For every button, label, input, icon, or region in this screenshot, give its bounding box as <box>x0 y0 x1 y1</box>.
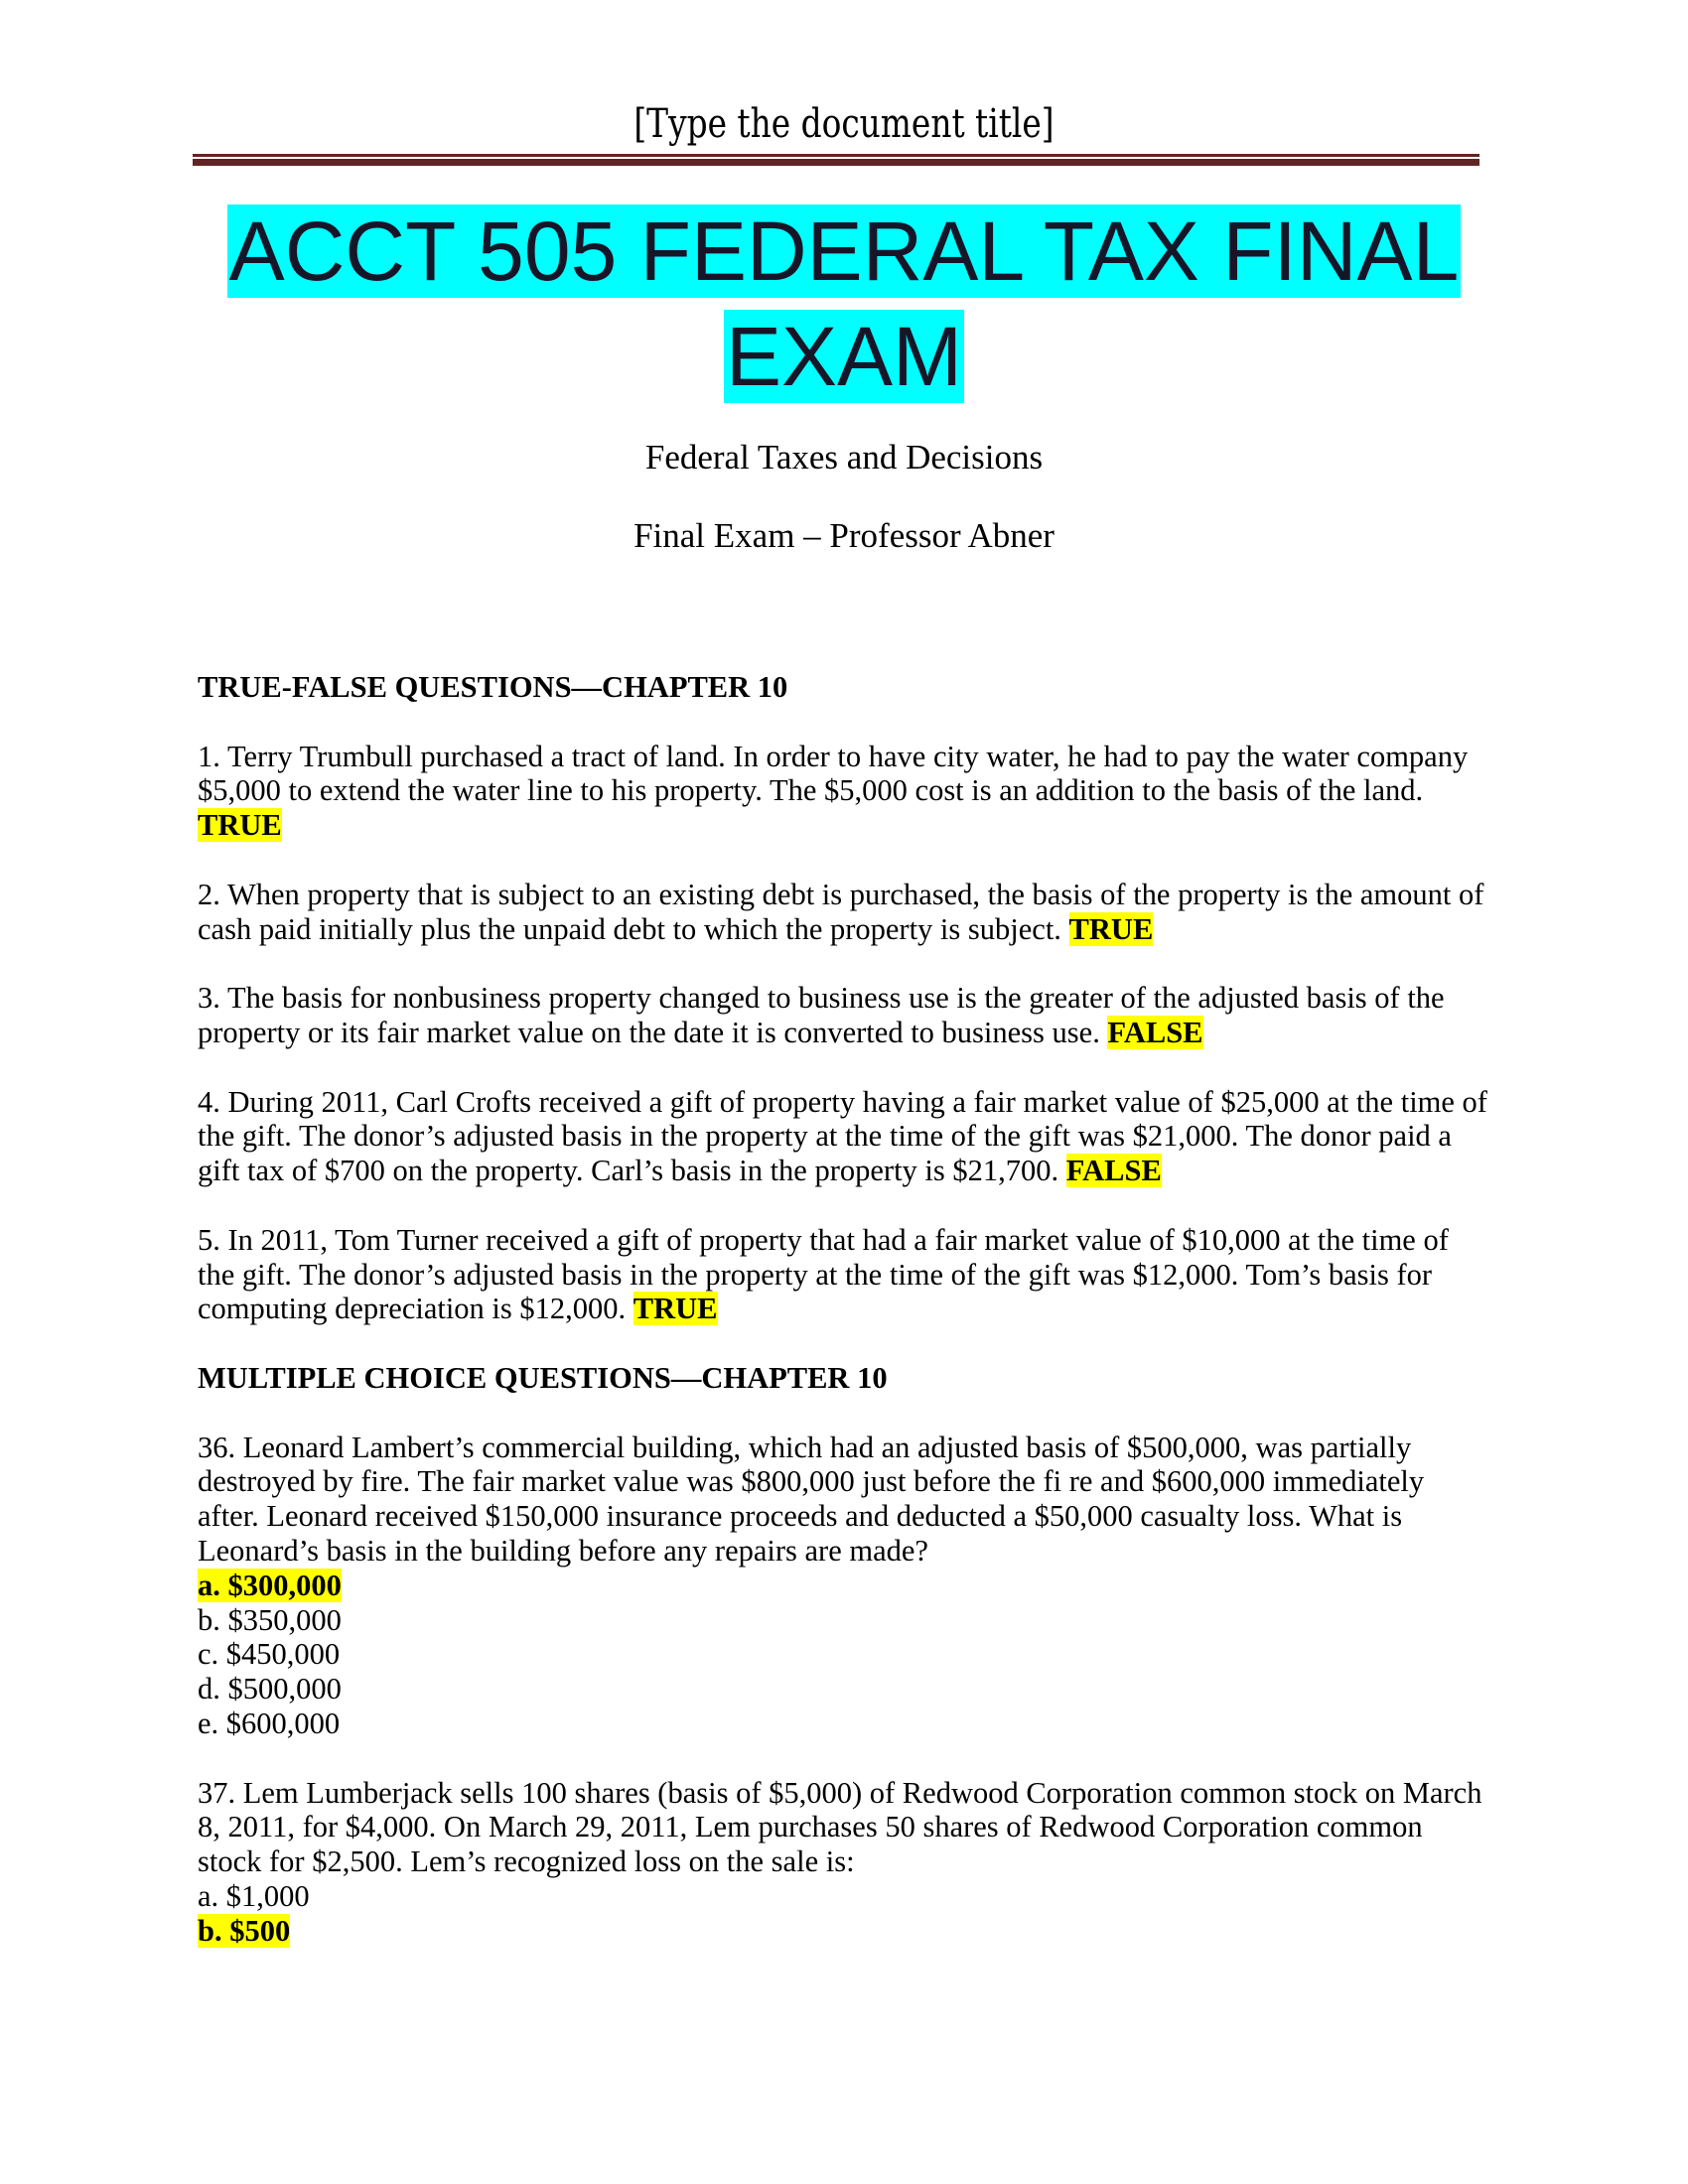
document-header-title: [Type the document title] <box>633 101 1055 147</box>
answer-option <box>198 1879 1488 1914</box>
tf-question <box>198 981 1488 1050</box>
option-text: d. $500,000 <box>198 1672 342 1706</box>
tf-question <box>198 740 1488 843</box>
question-text: 2. When property that is subject to an existing debt is purchased, the basis of the property is the amount of cash paid initially plus the unpaid debt to which the property is subject. <box>198 877 1484 946</box>
multiple-choice-questions <box>198 1431 1488 1949</box>
answer-highlight: TRUE <box>1068 911 1154 946</box>
question-text: 4. During 2011, Carl Crofts received a gift of property having a fair market value of $25,000 at the time of the gift. The donor’s adjusted basis in the property at the time of the gift was $21,000. The donor paid a gift tax of $700 on the property. Carl’s basis in the property is $21,700. <box>198 1084 1487 1188</box>
tf-question <box>198 1085 1488 1188</box>
question-text: 1. Terry Trumbull purchased a tract of land. In order to have city water, he had to pay the water company $5,000 to extend the water line to his property. The $5,000 cost is an addition to the basis of the land. <box>198 739 1469 808</box>
true-false-heading: TRUE-FALSE QUESTIONS—CHAPTER 10 <box>198 670 788 704</box>
multiple-choice-heading: MULTIPLE CHOICE QUESTIONS—CHAPTER 10 <box>198 1360 888 1395</box>
correct-answer-option: b. $500 <box>198 1913 291 1948</box>
option-text: c. $450,000 <box>198 1637 341 1672</box>
answer-option <box>198 1569 1488 1603</box>
answer-highlight: FALSE <box>1107 1015 1203 1049</box>
exam-body <box>198 670 1488 1982</box>
course-subtitle: Federal Taxes and Decisions <box>644 438 1044 477</box>
header-rule-thick <box>193 159 1479 166</box>
exam-subtitle: Final Exam – Professor Abner <box>633 516 1055 555</box>
answer-option <box>198 1603 1488 1638</box>
answer-option <box>198 1637 1488 1672</box>
question-text: 36. Leonard Lambert’s commercial building, which had an adjusted basis of $500,000, was partially destroyed by fire. The fair market value was $800,000 just before the fi re and $600,000 immediately after. Leonard received $150,000 insurance proceeds and deducted a $50,000 casualty loss. What is Leonard’s basis in the building before any repairs are made? <box>198 1430 1425 1568</box>
option-text: a. $1,000 <box>198 1878 310 1913</box>
question-text: 37. Lem Lumberjack sells 100 shares (basis of $5,000) of Redwood Corporation common stock on March 8, 2011, for $4,000. On March 29, 2011, Lem purchases 50 shares of Redwood Corporation common stock for $2,500. Lem’s recognized loss on the sale is: <box>198 1775 1482 1879</box>
tf-question <box>198 1223 1488 1326</box>
header-rule-thin <box>193 154 1479 157</box>
tf-question <box>198 878 1488 947</box>
title-line-2: EXAM <box>725 310 963 403</box>
answer-highlight: FALSE <box>1065 1154 1162 1188</box>
mc-question <box>198 1776 1488 1949</box>
correct-answer-option: a. $300,000 <box>198 1568 342 1602</box>
question-text: 3. The basis for nonbusiness property changed to business use is the greater of the adjusted basis of the property or its fair market value on the date it is converted to business use. <box>198 981 1445 1049</box>
answer-highlight: TRUE <box>198 808 282 843</box>
exam-title <box>0 199 1688 409</box>
true-false-questions <box>198 740 1488 1327</box>
answer-option <box>198 1914 1488 1949</box>
answer-option <box>198 1706 1488 1741</box>
option-text: e. $600,000 <box>198 1706 341 1740</box>
title-line-1: ACCT 505 FEDERAL TAX FINAL <box>228 205 1460 298</box>
answer-highlight: TRUE <box>633 1292 718 1326</box>
question-text: 5. In 2011, Tom Turner received a gift of property that had a fair market value of $10,000 at the time of the gift. The donor’s adjusted basis in the property at the time of the gift was $12,000. Tom’s basis for computing depreciation is $12,000. <box>198 1222 1449 1326</box>
option-text: b. $350,000 <box>198 1602 342 1637</box>
mc-question <box>198 1431 1488 1741</box>
answer-option <box>198 1672 1488 1706</box>
